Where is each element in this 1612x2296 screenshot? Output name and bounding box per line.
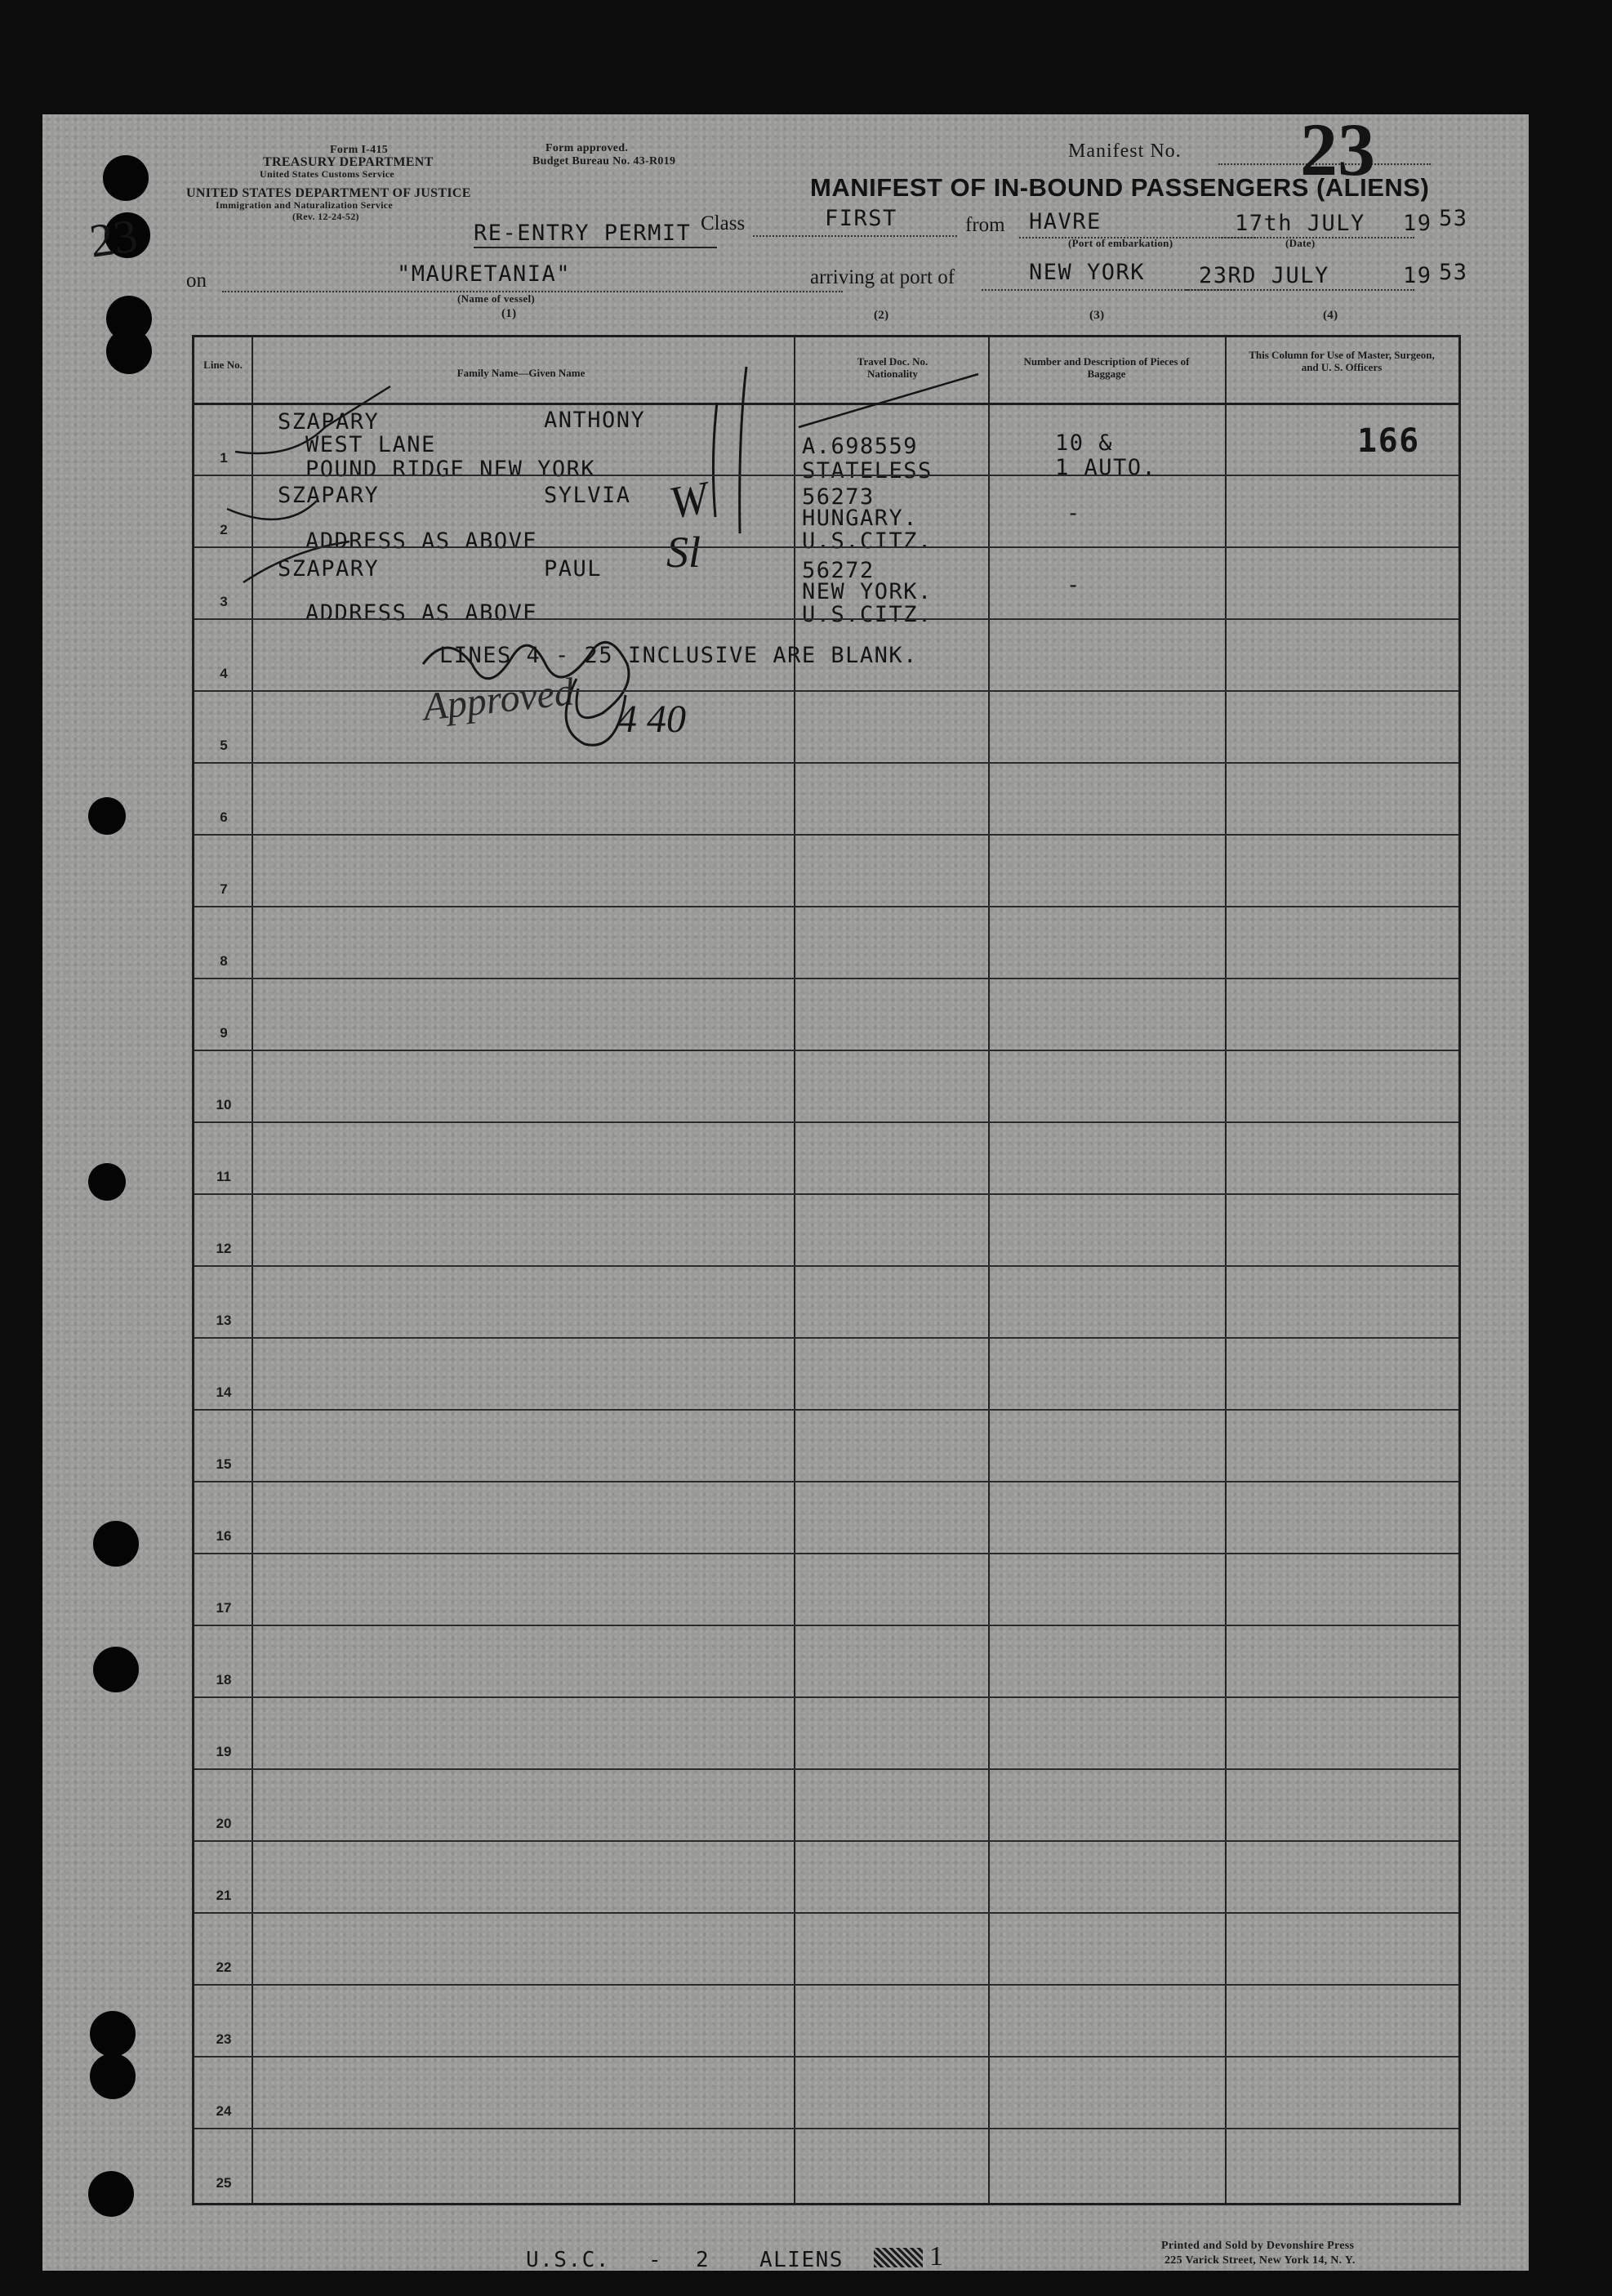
entry-1-baggage-1: 10 &	[1055, 430, 1114, 456]
class-label: Class	[701, 212, 746, 234]
date-caption: (Date)	[1285, 237, 1316, 249]
line-number: 22	[216, 1959, 232, 1975]
travel-doc-check	[799, 374, 978, 427]
entry-3-address: ADDRESS AS ABOVE	[305, 600, 538, 626]
row-divider	[194, 1768, 1458, 1770]
row-divider	[194, 546, 1458, 548]
line-number: 7	[220, 881, 228, 897]
manifest-title: MANIFEST OF IN-BOUND PASSENGERS (ALIENS)	[810, 173, 1430, 202]
binder-hole	[103, 155, 149, 201]
from-label: from	[965, 214, 1005, 236]
arrival-year: 53	[1439, 260, 1468, 285]
treasury-department: TREASURY DEPARTMENT	[263, 155, 434, 169]
line-number: 13	[216, 1313, 232, 1328]
immigration-service: Immigration and Naturalization Service	[216, 199, 394, 211]
binder-hole	[90, 2011, 136, 2057]
entry-2-family: SZAPARY	[278, 483, 380, 508]
entry-1-family: SZAPARY	[278, 409, 380, 435]
row-divider	[194, 1696, 1458, 1698]
arrival-date-line	[1186, 289, 1414, 291]
row-divider	[194, 1337, 1458, 1339]
line-number: 11	[216, 1169, 231, 1184]
form-approved: Form approved.	[545, 142, 629, 154]
entry-3-nationality-2: U.S.CITZ.	[802, 602, 933, 627]
entry-1-address-1: WEST LANE	[305, 432, 436, 457]
column-ref-3: (3)	[1089, 309, 1105, 322]
header-officers: This Column for Use of Master, Surgeon, and U. S. Officers	[1249, 349, 1435, 373]
footer-strikeout	[874, 2248, 923, 2267]
vessel-caption: (Name of vessel)	[457, 292, 536, 305]
line-number: 24	[216, 2103, 232, 2119]
budget-bureau: Budget Bureau No. 43-R019	[532, 155, 676, 167]
line-number: 6	[220, 809, 228, 825]
footer-usc: U.S.C.	[526, 2248, 610, 2272]
binder-hole	[88, 797, 126, 835]
date-line	[1218, 237, 1414, 239]
handwritten-time: 4 40	[617, 698, 686, 741]
vertical-strike-2	[713, 403, 717, 517]
port-caption: (Port of embarkation)	[1068, 237, 1173, 249]
entry-3-baggage: -	[1067, 573, 1081, 598]
row-divider	[194, 1912, 1458, 1914]
printer-line-2: 225 Varick Street, New York 14, N. Y.	[1164, 2254, 1356, 2267]
column-ref-4: (4)	[1323, 309, 1338, 322]
on-label: on	[186, 270, 207, 292]
form-number: Form I-415	[330, 144, 389, 156]
row-divider	[194, 475, 1458, 476]
check-mark-2	[227, 501, 317, 519]
manifest-number: 23	[1300, 108, 1375, 191]
line-number: 23	[216, 2031, 232, 2047]
form-revision: (Rev. 12-24-52)	[292, 211, 359, 222]
row-divider	[194, 1409, 1458, 1411]
row-divider	[194, 762, 1458, 764]
line-number: 16	[216, 1528, 232, 1544]
year-prefix-arrival: 19	[1403, 263, 1432, 288]
line-number: 9	[220, 1025, 228, 1041]
row-divider	[194, 978, 1458, 979]
line-number: 21	[216, 1888, 232, 1903]
footer-usc-count: 2	[696, 2248, 710, 2272]
line-number: 17	[216, 1600, 232, 1616]
vessel-name: "MAURETANIA"	[397, 261, 572, 287]
permit-underline	[474, 247, 717, 248]
line-number: 19	[216, 1744, 232, 1759]
class-line	[753, 235, 957, 237]
header-travel-doc: Travel Doc. No. Nationality	[857, 355, 928, 380]
entry-2-nationality-2: U.S.CITZ.	[802, 528, 933, 554]
footer-dash: -	[648, 2248, 663, 2272]
line-number: 18	[216, 1672, 232, 1687]
binder-hole	[106, 328, 152, 374]
column-ref-1: (1)	[501, 307, 517, 320]
header-baggage: Number and Description of Pieces of Baggage	[1023, 355, 1190, 380]
entry-1-given: ANTHONY	[544, 408, 646, 433]
entry-2-baggage: -	[1067, 501, 1081, 526]
handwritten-initials-2: Sl	[666, 528, 701, 577]
line-number: 3	[220, 594, 228, 609]
header-name: Family Name—Given Name	[456, 367, 586, 379]
row-divider	[194, 1984, 1458, 1986]
entry-3-given: PAUL	[544, 556, 603, 582]
row-divider	[194, 1840, 1458, 1842]
row-divider	[194, 1481, 1458, 1482]
entry-1-nationality: STATELESS	[802, 458, 933, 484]
line-number: 8	[220, 953, 228, 969]
blank-lines-note: LINES 4 - 25 INCLUSIVE ARE BLANK.	[439, 643, 918, 668]
entry-2-given: SYLVIA	[544, 483, 631, 508]
margin-number: 23	[86, 208, 141, 268]
customs-service: United States Customs Service	[260, 168, 395, 180]
binder-hole	[93, 1647, 139, 1692]
line-number: 25	[216, 2175, 232, 2191]
permit-type: RE-ENTRY PERMIT	[474, 221, 692, 246]
row-divider	[194, 1625, 1458, 1626]
binder-hole	[90, 2053, 136, 2099]
footer-aliens-count: 1	[929, 2241, 943, 2271]
port-of-arrival: NEW YORK	[1029, 260, 1146, 285]
row-divider	[194, 1050, 1458, 1051]
entry-2-address: ADDRESS AS ABOVE	[305, 528, 538, 554]
approval-signature: Approved	[421, 670, 577, 729]
footer-aliens: ALIENS	[759, 2248, 844, 2272]
passenger-table	[192, 335, 1461, 2205]
embarkation-year: 53	[1439, 206, 1468, 231]
arriving-label: arriving at port of	[810, 266, 955, 288]
line-number: 5	[220, 738, 228, 753]
line-number: 2	[220, 522, 228, 537]
header-line-no: Line No.	[203, 359, 243, 371]
class-value: FIRST	[825, 206, 897, 231]
line-number: 10	[216, 1097, 232, 1112]
entry-2-doc: 56273	[802, 484, 875, 510]
line-number: 20	[216, 1816, 232, 1831]
entry-1-doc: A.698559	[802, 434, 919, 459]
check-mark-1	[235, 386, 390, 453]
row-divider	[194, 1265, 1458, 1267]
binder-hole	[88, 1163, 126, 1201]
line-number: 12	[216, 1241, 232, 1256]
port-of-embarkation: HAVRE	[1029, 209, 1102, 234]
column-ref-2: (2)	[874, 309, 889, 322]
vertical-strike-1	[740, 367, 746, 533]
row-divider	[194, 2056, 1458, 2057]
department-of-justice: UNITED STATES DEPARTMENT OF JUSTICE	[186, 186, 471, 200]
row-divider	[194, 690, 1458, 692]
row-divider	[194, 1193, 1458, 1195]
arrival-date: 23RD JULY	[1199, 263, 1329, 288]
line-number: 15	[216, 1456, 232, 1472]
manifest-number-label: Manifest No.	[1068, 140, 1182, 162]
entry-3-doc: 56272	[802, 558, 875, 583]
line-number: 1	[220, 450, 228, 466]
entry-1-address-2: POUND RIDGE NEW YORK	[305, 457, 596, 482]
entry-3-family: SZAPARY	[278, 556, 380, 582]
embarkation-date: 17th JULY	[1235, 211, 1365, 236]
entry-2-nationality-1: HUNGARY.	[802, 506, 919, 531]
line-number: 4	[220, 666, 228, 681]
row-divider	[194, 1553, 1458, 1554]
line-number: 14	[216, 1384, 232, 1400]
entry-1-baggage-2: 1 AUTO.	[1055, 455, 1157, 480]
row-divider	[194, 618, 1458, 620]
officer-number: 166	[1357, 422, 1420, 460]
entry-3-nationality-1: NEW YORK.	[802, 579, 933, 604]
binder-hole	[93, 1521, 139, 1567]
row-divider	[194, 2128, 1458, 2129]
manifest-sheet	[42, 108, 1529, 2272]
handwritten-initials: W	[665, 472, 712, 529]
printer-line-1: Printed and Sold by Devonshire Press	[1161, 2240, 1355, 2252]
binder-hole	[88, 2171, 134, 2217]
year-prefix: 19	[1403, 211, 1432, 236]
row-divider	[194, 1121, 1458, 1123]
handwriting-marks	[194, 337, 1458, 827]
row-divider	[194, 906, 1458, 907]
row-divider	[194, 834, 1458, 836]
